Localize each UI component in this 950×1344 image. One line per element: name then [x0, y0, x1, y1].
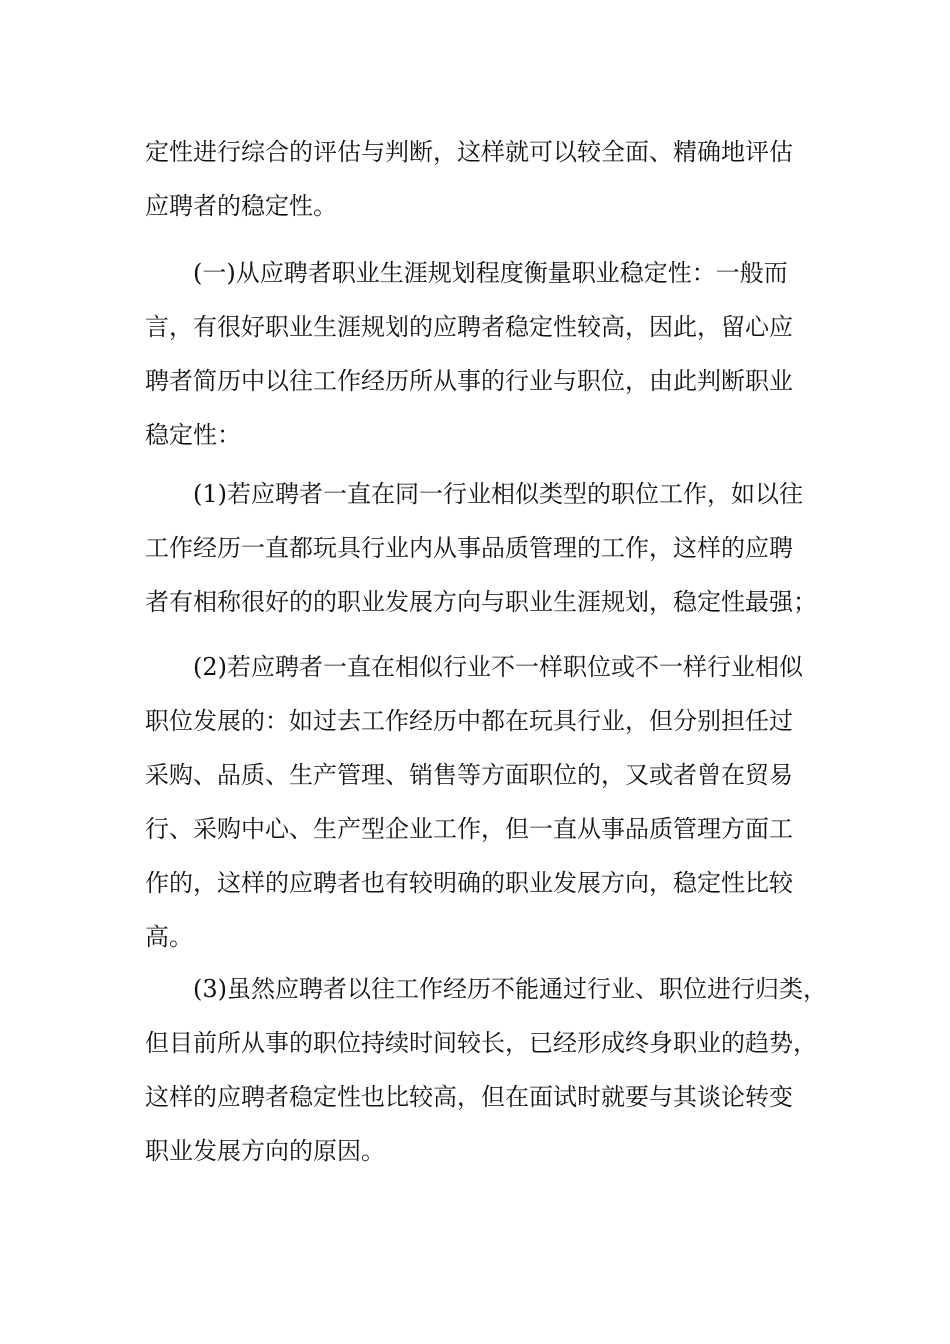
- text-line: 稳定性：: [145, 421, 241, 449]
- text-line: 职位发展的：如过去工作经历中都在玩具行业，但分别担任过: [145, 707, 793, 735]
- paragraph-section-one: [145, 246, 805, 462]
- text-line: 工作经历一直都玩具行业内从事品质管理的工作，这样的应聘: [145, 534, 793, 562]
- text-line: (1)若应聘者一直在同一行业相似类型的职位工作，如以往: [193, 480, 803, 508]
- text-line: 这样的应聘者稳定性也比较高，但在面试时就要与其谈论转变: [145, 1083, 793, 1111]
- paragraph-item-3: [145, 962, 827, 1178]
- paragraph-item-2: [145, 640, 805, 964]
- text-line: 者有相称很好的的职业发展方向与职业生涯规划，稳定性最强；: [145, 588, 817, 616]
- text-line: 高。: [145, 923, 193, 951]
- text-line: 聘者简历中以往工作经历所从事的行业与职位，由此判断职业: [145, 367, 793, 395]
- text-line: (2)若应聘者一直在相似行业不一样职位或不一样行业相似: [193, 653, 803, 681]
- text-line: (一)从应聘者职业生涯规划程度衡量职业稳定性：一般而: [193, 259, 788, 287]
- text-line: 作的，这样的应聘者也有较明确的职业发展方向，稳定性比较: [145, 869, 793, 897]
- text-line: (3)虽然应聘者以往工作经历不能通过行业、职位进行归类，: [193, 975, 827, 1003]
- text-line: 言，有很好职业生涯规划的应聘者稳定性较高，因此，留心应: [145, 313, 793, 341]
- text-line: 职业发展方向的原因。: [145, 1137, 385, 1165]
- paragraph-item-1: [145, 467, 817, 629]
- text-line: 但目前所从事的职位持续时间较长，已经形成终身职业的趋势，: [145, 1029, 817, 1057]
- text-line: 应聘者的稳定性。: [145, 192, 337, 220]
- paragraph-intro-continuation: [145, 125, 805, 233]
- text-line: 采购、品质、生产管理、销售等方面职位的，又或者曾在贸易: [145, 761, 793, 789]
- text-line: 行、采购中心、生产型企业工作，但一直从事品质管理方面工: [145, 815, 793, 843]
- text-line: 定性进行综合的评估与判断，这样就可以较全面、精确地评估: [145, 138, 793, 166]
